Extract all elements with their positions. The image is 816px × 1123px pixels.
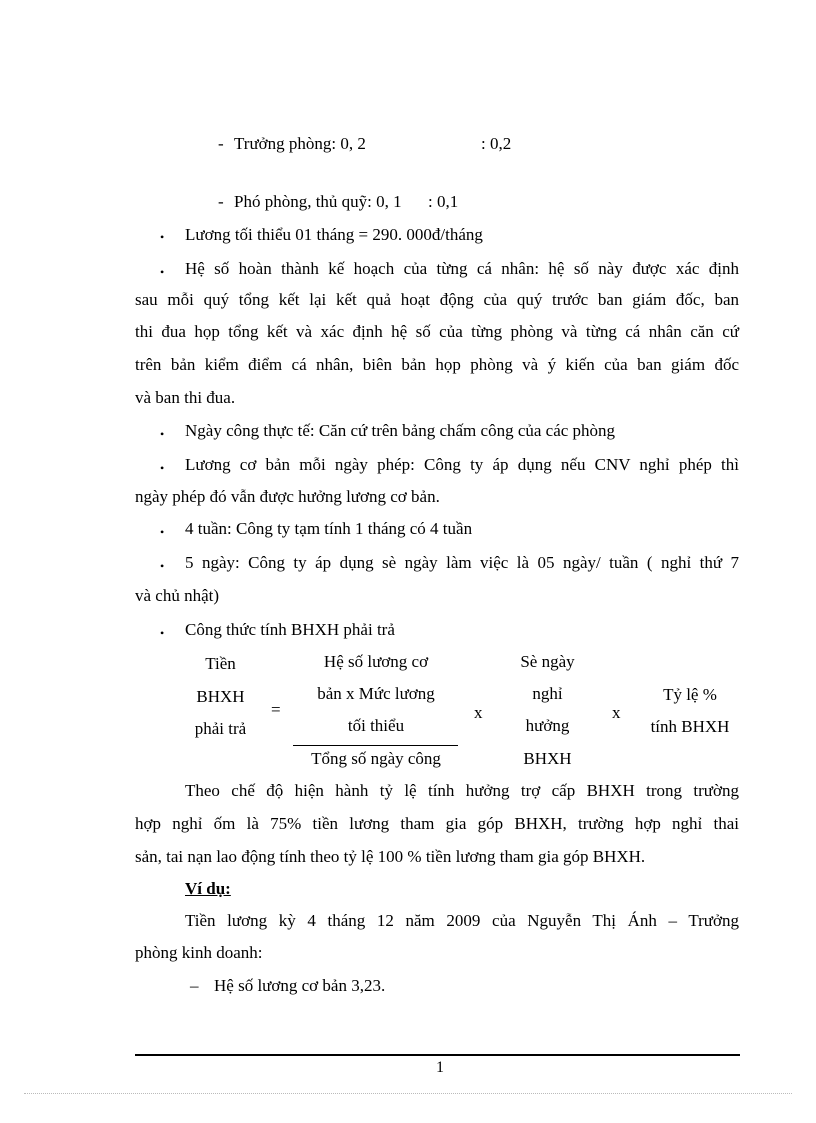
formula-equals: = xyxy=(271,700,281,719)
he-so-line-5: và ban thi đua. xyxy=(135,388,236,407)
formula-denominator: Tổng số ngày công xyxy=(311,749,441,768)
bon-tuan: 4 tuần: Công ty tạm tính 1 tháng có 4 tuần xyxy=(185,519,473,538)
footer-rule xyxy=(135,1054,740,1056)
bullet-icon: • xyxy=(160,626,165,640)
cong-thuc-heading: Công thức tính BHXH phải trả xyxy=(185,620,395,639)
bullet-icon: • xyxy=(160,525,165,539)
dash-marker: - xyxy=(218,192,224,211)
paragraph-line-3: sản, tai nạn lao động tính theo tỷ lệ 100 % tiền lương tham gia góp BHXH. xyxy=(135,847,646,866)
formula-days-1: Sè ngày xyxy=(520,652,575,671)
example-item: Hệ số lương cơ bản 3,23. xyxy=(214,976,386,995)
bullet-icon: • xyxy=(160,230,165,244)
pho-phong-label: Phó phòng, thủ quỹ: 0, 1 xyxy=(234,192,402,211)
fraction-line xyxy=(293,745,458,746)
he-so-line-4: trên bản kiểm điểm cá nhân, biên bản họp phòng và ý kiến của ban giám đốc xyxy=(135,355,739,374)
formula-numerator-1: Hệ số lương cơ xyxy=(323,652,429,671)
truong-phong-label: Trưởng phòng: 0, 2 xyxy=(234,134,366,153)
ngay-cong-thuc-te: Ngày công thực tế: Căn cứ trên bảng chấm công của các phòng xyxy=(185,421,616,440)
dash-marker: - xyxy=(218,134,224,153)
formula-lhs-1: Tiền xyxy=(205,654,236,673)
bullet-icon: • xyxy=(160,265,165,279)
paragraph-line-1: Theo chế độ hiện hành tỷ lệ tính hưởng trợ cấp BHXH trong trường xyxy=(185,781,739,800)
example-line-2: phòng kinh doanh: xyxy=(135,943,263,962)
formula-lhs-2: BHXH xyxy=(196,687,245,706)
luong-toi-thieu: Lương tối thiểu 01 tháng = 290. 000đ/tháng xyxy=(185,225,483,244)
page-bottom-border xyxy=(24,1093,792,1094)
bullet-icon: • xyxy=(160,559,165,573)
he-so-line-1: Hệ số hoàn thành kế hoạch của từng cá nhân: hệ số này được xác định xyxy=(185,259,739,278)
nam-ngay-line-1: 5 ngày: Công ty áp dụng sè ngày làm việc là 05 ngày/ tuần ( nghỉ thứ 7 xyxy=(185,553,739,572)
formula-numerator-2: bản x Mức lương xyxy=(317,684,435,703)
paragraph-line-2: hợp nghỉ ốm là 75% tiền lương tham gia góp BHXH, trường hợp nghỉ thai xyxy=(135,814,739,833)
truong-phong-value: : 0,2 xyxy=(481,134,512,153)
example-item-marker: – xyxy=(190,976,199,995)
formula-days-3: hưởng xyxy=(525,716,570,735)
pho-phong-value: : 0,1 xyxy=(428,192,459,211)
formula-rate-2: tính BHXH xyxy=(650,717,730,736)
example-heading: Ví dụ: xyxy=(185,879,231,898)
formula-lhs-3: phải trả xyxy=(194,719,247,738)
nam-ngay-line-2: và chủ nhật) xyxy=(135,586,220,605)
formula-rate-1: Tỷ lệ % xyxy=(663,685,717,704)
he-so-line-2: sau mỗi quý tổng kết lại kết quả hoạt động của quý trước ban giám đốc, ban xyxy=(135,290,739,309)
formula-days-2: nghỉ xyxy=(532,684,563,703)
bullet-icon: • xyxy=(160,427,165,441)
luong-co-ban-line-2: ngày phép đó vẫn được hưởng lương cơ bản. xyxy=(135,487,440,506)
formula-numerator-3: tối thiểu xyxy=(347,716,405,735)
bullet-icon: • xyxy=(160,461,165,475)
formula-times-1: x xyxy=(474,703,483,722)
formula-days-4: BHXH xyxy=(523,749,572,768)
formula-times-2: x xyxy=(612,703,621,722)
luong-co-ban-line-1: Lương cơ bản mỗi ngày phép: Công ty áp dụng nếu CNV nghỉ phép thì xyxy=(185,455,739,474)
he-so-line-3: thi đua họp tổng kết và xác định hệ số của từng phòng và từng cá nhân căn cứ xyxy=(135,322,739,341)
page-number: 1 xyxy=(436,1059,444,1076)
example-line-1: Tiền lương kỳ 4 tháng 12 năm 2009 của Nguyễn Thị Ánh – Trưởng xyxy=(185,911,739,930)
